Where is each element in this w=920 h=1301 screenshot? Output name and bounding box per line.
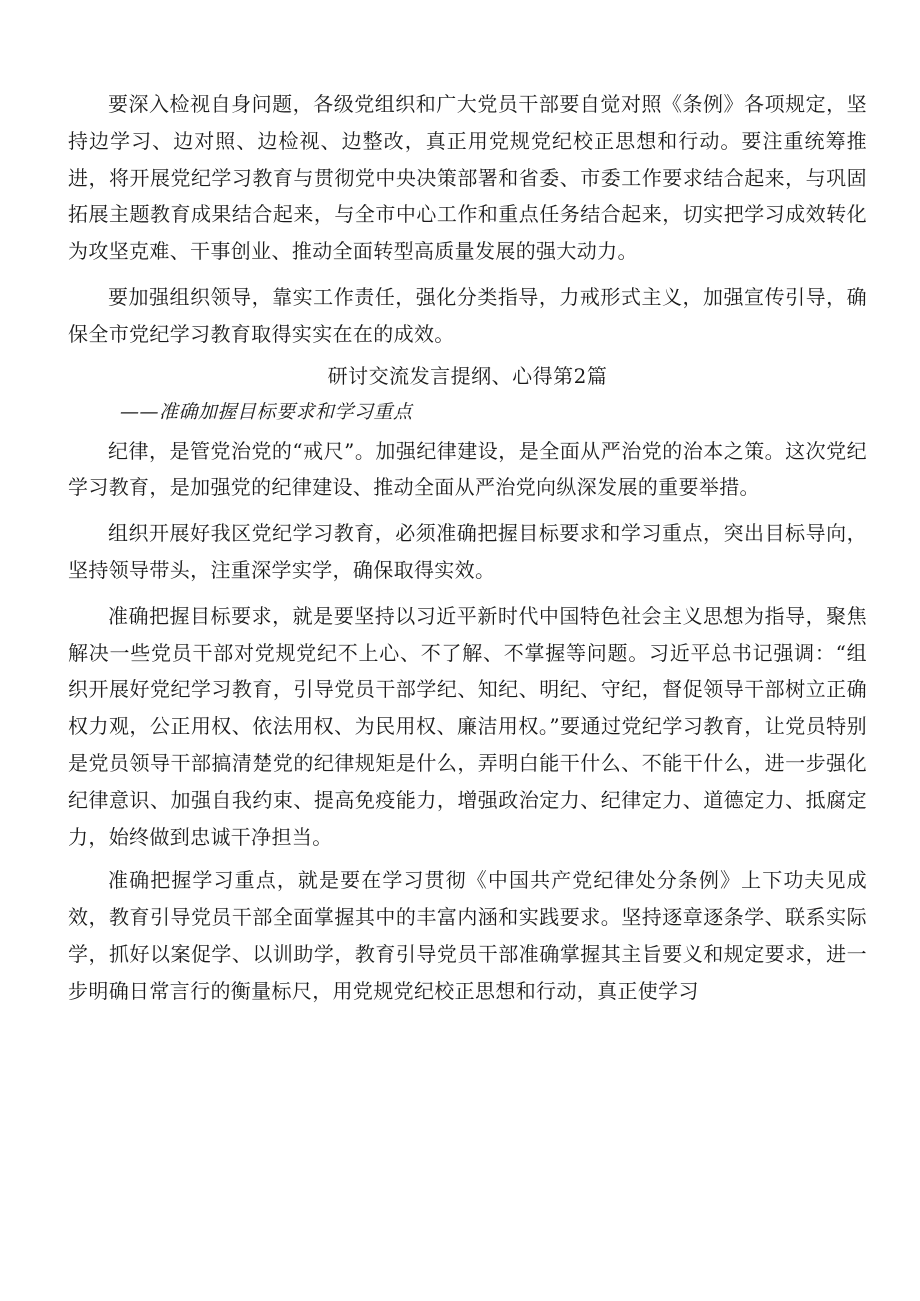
- paragraph-organization-leadership: 要加强组织领导，靠实工作责任，强化分类指导，力戒形式主义，加强宣传引导，确保全市党纪学习教育取得实实在在的成效。: [68, 284, 867, 346]
- paragraph-discipline-ruler: 纪律，是管党治党的“戒尺”。加强纪律建设，是全面从严治党的治本之策。这次党纪学习教育，是加强党的纪律建设、推动全面从严治党向纵深发展的重要举措。: [68, 438, 867, 500]
- paragraph-organize-education: 组织开展好我区党纪学习教育，必须准确把握目标要求和学习重点，突出目标导向，坚持领导带头，注重深学实学，确保取得实效。: [68, 521, 867, 582]
- section-title: 研讨交流发言提纲、心得第2篇: [327, 363, 608, 388]
- paragraph-target-requirements: 准确把握目标要求，就是要坚持以习近平新时代中国特色社会主义思想为指导，聚焦解决一些党员干部对党规党纪不上心、不了解、不掌握等问题。习近平总书记强调：“组织开展好党纪学习教育，引导党员干部学纪、知纪、明纪、守纪，督促领导干部树立正确权力观，公正用权、依法用权、为民用权、廉洁用权。”要通过党纪学习教育，让党员特别是党员领导干部搞清楚党的纪律规矩是什么，弄明白能干什么、不能干什么，进一步强化纪律意识、加强自我约束、提高免疫能力，增强政治定力、纪律定力、道德定力、抵腐定力，始终做到忠诚干净担当。: [68, 603, 867, 849]
- section-subtitle: ——准确加握目标要求和学习重点: [120, 400, 413, 423]
- paragraph-learning-focus: 准确把握学习重点，就是要在学习贯彻《中国共产党纪律处分条例》上下功夫见成效，教育引导党员干部全面掌握其中的丰富内涵和实践要求。坚持逐章逐条学、联系实际学，抓好以案促学、以训助学，教育引导党员干部准确掌握其主旨要义和规定要求，进一步明确日常言行的衡量标尺，用党规党纪校正思想和行动，真正使学习: [68, 868, 867, 1003]
- paragraph-self-examination: 要深入检视自身问题，各级党组织和广大党员干部要自觉对照《条例》各项规定，坚持边学习、边对照、边检视、边整改，真正用党规党纪校正思想和行动。要注重统筹推进，将开展党纪学习教育与贯彻党中央决策部署和省委、市委工作要求结合起来，与巩固拓展主题教育成果结合起来，与全市中心工作和重点任务结合起来，切实把学习成效转化为攻坚克难、干事创业、推动全面转型高质量发展的强大动力。: [68, 92, 867, 264]
